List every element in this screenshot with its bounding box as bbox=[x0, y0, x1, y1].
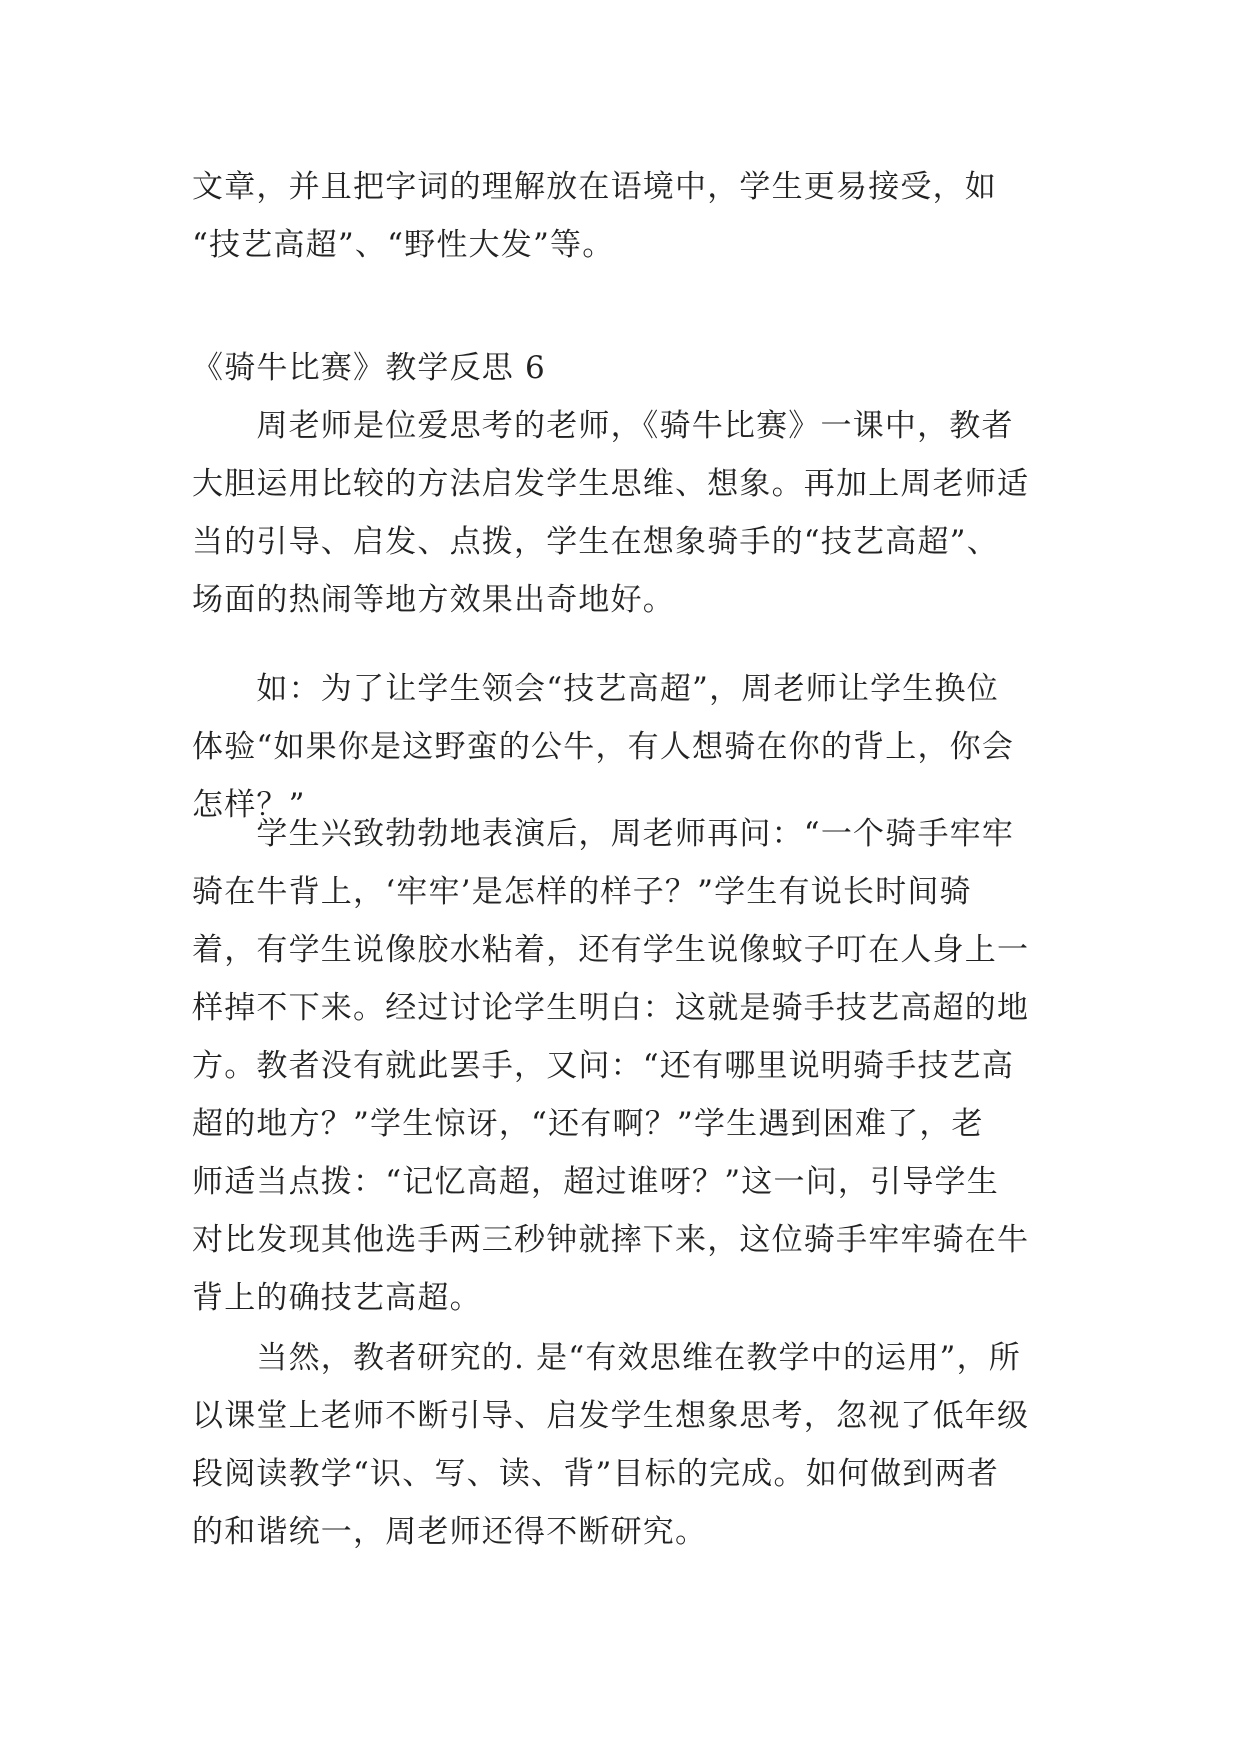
text-line: 以课堂上老师不断引导、启发学生想象思考，忽视了低年级 bbox=[192, 1398, 1030, 1434]
text-line: 的和谐统一，周老师还得不断研究。 bbox=[192, 1514, 708, 1550]
text-line: 对比发现其他选手两三秒钟就摔下来，这位骑手牢牢骑在牛 bbox=[192, 1222, 1030, 1258]
text-line: 段阅读教学“识、写、读、背”目标的完成。如何做到两者 bbox=[192, 1456, 999, 1492]
text-line: 师适当点拨：“记忆高超，超过谁呀？”这一问，引导学生 bbox=[192, 1164, 999, 1200]
text-line: 骑在牛背上，‘牢牢’是怎样的样子？”学生有说长时间骑 bbox=[192, 874, 972, 910]
text-line: 方。教者没有就此罢手，又问：“还有哪里说明骑手技艺高 bbox=[192, 1048, 1015, 1084]
text-line: 周老师是位爱思考的老师，《骑牛比赛》一课中，教者 bbox=[192, 408, 1014, 444]
text-line: 样掉不下来。经过讨论学生明白：这就是骑手技艺高超的地 bbox=[192, 990, 1030, 1026]
text-line: 体验“如果你是这野蛮的公牛，有人想骑在你的背上，你会 bbox=[192, 729, 1015, 765]
text-line: 着，有学生说像胶水粘着，还有学生说像蚊子叮在人身上一 bbox=[192, 932, 1030, 968]
text-line: 背上的确技艺高超。 bbox=[192, 1280, 482, 1316]
text-line: 场面的热闹等地方效果出奇地好。 bbox=[192, 582, 675, 618]
text-line: 怎样？” bbox=[192, 787, 306, 823]
text-line: 当的引导、启发、点拨，学生在想象骑手的“技艺高超”、 bbox=[192, 524, 999, 560]
paragraph bbox=[192, 805, 1062, 1327]
text-line: “技艺高超”、“野性大发”等。 bbox=[192, 227, 615, 263]
text-line: 文章，并且把字词的理解放在语境中，学生更易接受，如 bbox=[192, 169, 997, 205]
text-line: 学生兴致勃勃地表演后，周老师再问：“一个骑手牢牢 bbox=[192, 816, 1015, 852]
text-line: 超的地方？”学生惊讶，“还有啊？”学生遇到困难了，老 bbox=[192, 1106, 984, 1142]
text-line: 大胆运用比较的方法启发学生思维、想象。再加上周老师适 bbox=[192, 466, 1030, 502]
paragraph bbox=[192, 1329, 1062, 1561]
paragraph bbox=[192, 397, 1062, 629]
text-line: 如：为了让学生领会“技艺高超”，周老师让学生换位 bbox=[192, 671, 999, 707]
continuation-paragraph bbox=[192, 158, 1062, 274]
text-line: 当然，教者研究的. 是“有效思维在教学中的运用”，所 bbox=[192, 1340, 1022, 1376]
section-heading: 《骑牛比赛》教学反思 6 bbox=[192, 350, 546, 386]
